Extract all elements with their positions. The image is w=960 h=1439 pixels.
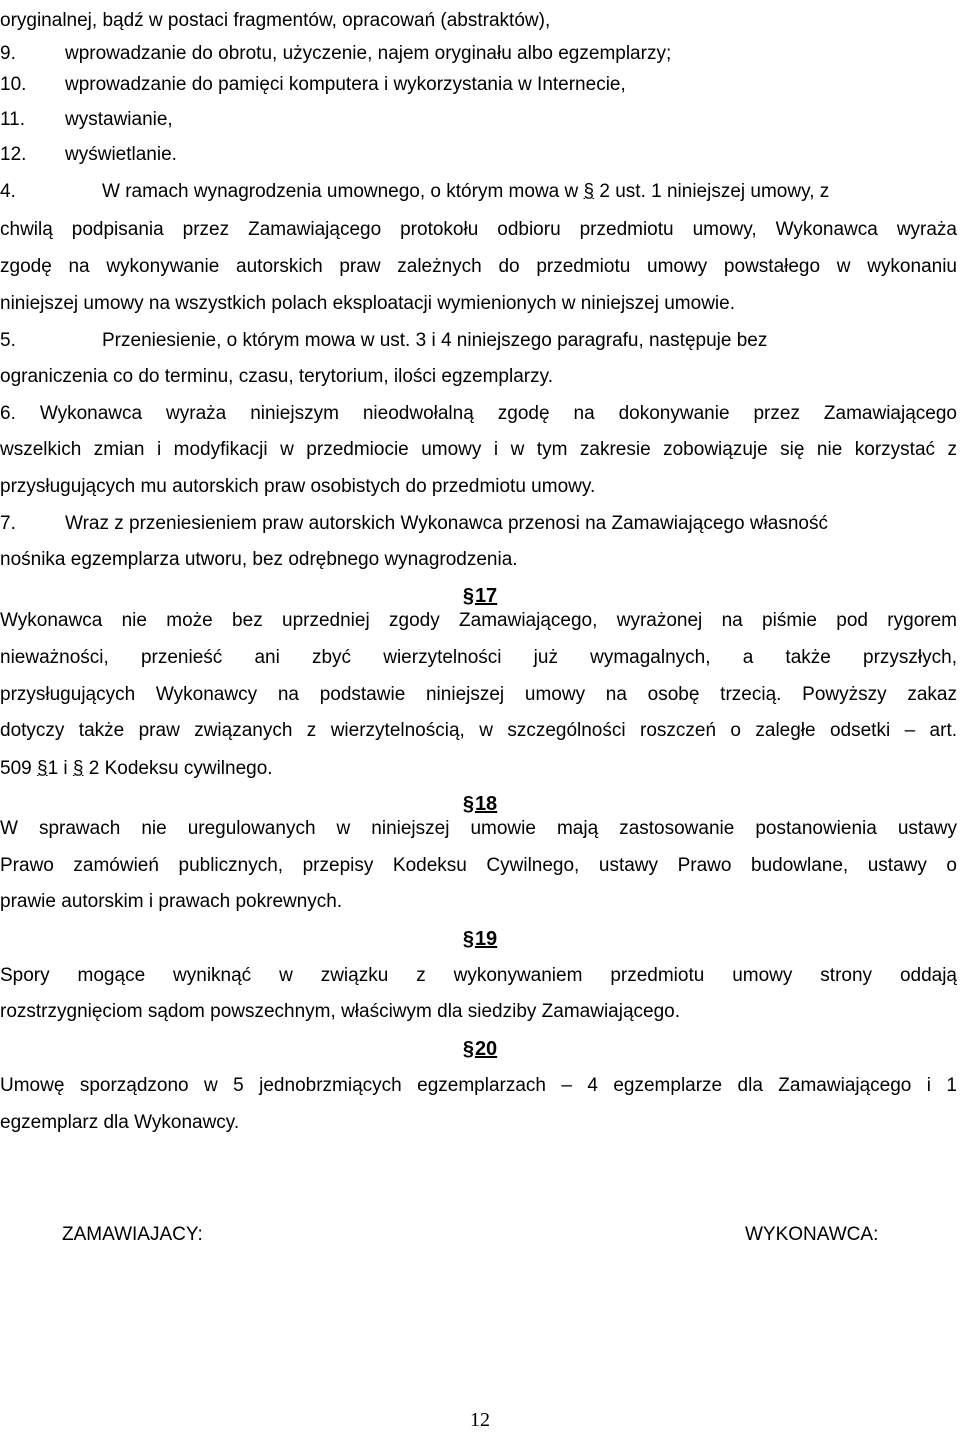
text-line: chwilą podpisania przez Zamawiającego protokołu odbioru przedmiotu umowy, Wykonawca wyraża (0, 219, 957, 240)
section-heading-20: §20 (462, 1038, 498, 1060)
section-heading-17: §17 (462, 585, 498, 607)
text-line: ograniczenia co do terminu, czasu, terytorium, ilości egzemplarzy. (0, 366, 553, 387)
text-line: Umowę sporządzono w 5 jednobrzmiących egzemplarzach – 4 egzemplarze dla Zamawiającego i 1 (0, 1075, 957, 1096)
section-symbol: § (583, 181, 595, 202)
section-symbol: § (72, 758, 84, 779)
text-line: W sprawach nie uregulowanych w niniejszej umowie mają zastosowanie postanowienia ustawy (0, 818, 957, 839)
text-line: Prawo zamówień publicznych, przepisy Kodeksu Cywilnego, ustawy Prawo budowlane, ustawy o (0, 855, 957, 876)
text-line: przysługujących Wykonawcy na podstawie niniejszej umowy na osobę trzecią. Powyższy zakaz (0, 684, 957, 705)
text-line: niniejszej umowy na wszystkich polach eksploatacji wymienionych w niniejszej umowie. (0, 293, 735, 314)
paragraph-4-start: 4. W ramach wynagrodzenia umownego, o którym mowa w § 2 ust. 1 niniejszej umowy, z (0, 181, 830, 202)
section-heading-19: §19 (462, 928, 498, 950)
list-item: 11. wystawianie, (0, 109, 173, 130)
text-line: dotyczy także praw związanych z wierzytelnością, w szczególności roszczeń o zaległe odsetki – art. (0, 720, 957, 741)
text-line: Wykonawca nie może bez uprzedniej zgody Zamawiającego, wyrażonej na piśmie pod rygorem (0, 610, 957, 631)
text-line: 509 §1 i § 2 Kodeksu cywilnego. (0, 758, 273, 779)
text-line: wszelkich zmian i modyfikacji w przedmiocie umowy i w tym zakresie zobowiązuje się nie korzystać z (0, 439, 957, 460)
text-line: nieważności, przenieść ani zbyć wierzytelności już wymagalnych, a także przyszłych, (0, 647, 957, 668)
list-item: 12. wyświetlanie. (0, 144, 177, 165)
section-symbol: § (36, 758, 48, 779)
signature-label-client: ZAMAWIAJACY: (62, 1224, 203, 1245)
text-line: 6. Wykonawca wyraża niniejszym nieodwołalną zgodę na dokonywanie przez Zamawiającego (0, 403, 957, 424)
text-line: przysługujących mu autorskich praw osobistych do przedmiotu umowy. (0, 476, 596, 497)
paragraph-5-start: 5. Przeniesienie, o którym mowa w ust. 3 i 4 niniejszego paragrafu, następuje bez (0, 330, 768, 351)
text-line: Spory mogące wyniknąć w związku z wykonywaniem przedmiotu umowy strony oddają (0, 965, 957, 986)
list-item: 9. wprowadzanie do obrotu, użyczenie, najem oryginału albo egzemplarzy; (0, 43, 672, 64)
text-line: nośnika egzemplarza utworu, bez odrębnego wynagrodzenia. (0, 549, 518, 570)
text-line: oryginalnej, bądź w postaci fragmentów, opracowań (abstraktów), (0, 10, 551, 31)
list-item: 10. wprowadzanie do pamięci komputera i wykorzystania w Internecie, (0, 74, 626, 95)
paragraph-7-start: 7. Wraz z przeniesieniem praw autorskich Wykonawca przenosi na Zamawiającego własność (0, 513, 828, 534)
page-number: 12 (470, 1409, 490, 1431)
text-line: rozstrzygnięciom sądom powszechnym, właściwym dla siedziby Zamawiającego. (0, 1001, 681, 1022)
signature-label-contractor: WYKONAWCA: (745, 1224, 879, 1245)
text-line: zgodę na wykonywanie autorskich praw zależnych do przedmiotu umowy powstałego w wykonaniu (0, 256, 957, 277)
text-line: prawie autorskim i prawach pokrewnych. (0, 891, 343, 912)
text-line: egzemplarz dla Wykonawcy. (0, 1112, 240, 1133)
section-heading-18: §18 (462, 793, 498, 815)
